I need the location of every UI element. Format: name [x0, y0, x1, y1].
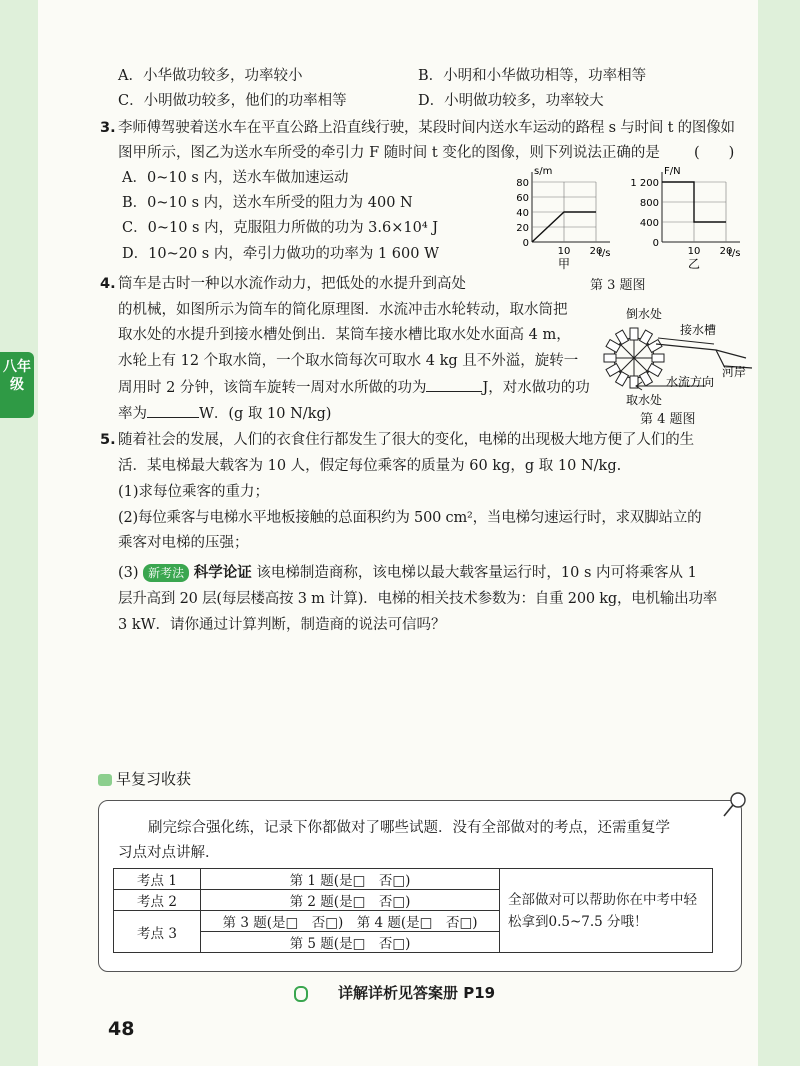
- waterwheel-diagram: [586, 306, 756, 410]
- q3-option-d: D．10~20 s 内，牵引力做功的功率为 1 600 W: [122, 246, 439, 262]
- q4-line5-end: J，对水做功的功: [482, 380, 590, 396]
- label-bank: 河岸: [722, 365, 747, 379]
- q4-line2: 的机械，如图所示为筒车的简化原理图．水流冲击水轮转动，取水筒把: [118, 302, 568, 318]
- x-tick-label: 20: [589, 246, 603, 257]
- review-side-note: [500, 869, 713, 953]
- q5-part3-heading: 科学论证: [193, 565, 252, 581]
- q3-figure-caption: 第 3 题图: [590, 278, 646, 293]
- y-tick-label: 400: [639, 218, 659, 229]
- q5-part2-line2: 乘客对电梯的压强；: [118, 535, 249, 551]
- review-intro-line2: 习点对点讲解．: [118, 845, 220, 861]
- leaf-icon: [294, 986, 308, 1002]
- q5-line1: 随着社会的发展，人们的衣食住行都发生了很大的变化，电梯的出现极大地方便了人们的生: [118, 432, 694, 448]
- q5-part2-line1: (2)每位乘客与电梯水平地板接触的总面积约为 500 cm²，当电梯匀速运行时，求双脚站立的: [118, 510, 702, 526]
- y-tick-label: 40: [516, 208, 529, 219]
- grade-side-tab: 八年级: [0, 352, 34, 418]
- q3-option-c: C．0~10 s 内，克服阻力所做的功为 3.6×10⁴ J: [122, 220, 439, 236]
- q3-stem-line1: 李师傅驾驶着送水车在平直公路上沿直线行驶，某段时间内送水车运动的路程 s 与时间 t 的图像如: [118, 120, 735, 136]
- q4-number: 4.: [100, 276, 116, 292]
- q3-stem-line2: 图甲所示，图乙为送水车所受的牵引力 F 随时间 t 变化的图像，则下列说法正确的是: [118, 145, 660, 161]
- label-flow: 水流方向: [666, 375, 715, 389]
- q5-part3-prefix: (3): [118, 565, 139, 581]
- y-tick-label: 80: [516, 178, 529, 189]
- x-axis-label: t/s: [728, 248, 741, 259]
- trough-top: [658, 338, 714, 344]
- q2-option-d: D．小明做功较多，功率较大: [418, 93, 604, 109]
- q4-blank-work[interactable]: [426, 377, 482, 392]
- q5-number: 5.: [100, 432, 116, 448]
- x-tick-label: 20: [719, 246, 733, 257]
- q4-blank-power[interactable]: [147, 403, 199, 418]
- q4-line6-end: W．(g 取 10 N/kg): [199, 406, 332, 422]
- kaodian-2-label: 考点 2: [114, 890, 201, 911]
- x-axis-label: t/s: [598, 248, 611, 259]
- q5-line2: 活．某电梯最大载客为 10 人，假定每位乘客的质量为 60 kg，g 取 10 N/kg.: [118, 458, 622, 474]
- y-tick-label: 0: [652, 238, 659, 249]
- q4-line3: 取水处的水提升到接水槽处倒出．某筒车接水槽比取水处水面高 4 m，: [118, 327, 571, 343]
- page-number: 48: [108, 1018, 135, 1040]
- label-trough: 接水槽: [680, 323, 717, 337]
- chart-title: 甲: [557, 257, 571, 270]
- q2-option-b: B．小明和小华做功相等，功率相等: [418, 68, 647, 84]
- kaodian-3-items2[interactable]: 第 5 题(是□ 否□): [201, 932, 500, 953]
- y-axis-label: s/m: [534, 166, 553, 177]
- y-tick-label: 1 200: [630, 178, 659, 189]
- table-row: [114, 869, 713, 890]
- q4-line6-start: 率为: [118, 406, 147, 422]
- q3-number: 3.: [100, 120, 116, 136]
- kaodian-1-items[interactable]: 第 1 题(是□ 否□): [201, 869, 500, 890]
- q3-option-a: A．0~10 s 内，送水车做加速运动: [122, 170, 349, 186]
- q5-part3-line2: 层升高到 20 层(每层楼高按 3 m 计算)．电梯的相关技术参数为：自重 200 kg，电机输出功率: [118, 591, 718, 607]
- q3-answer-paren: ( ): [694, 145, 735, 161]
- waterwheel: [604, 328, 664, 388]
- trough-line: [656, 344, 746, 358]
- q5-part3-line3: 3 kW．请你通过计算判断，制造商的说法可信吗？: [118, 617, 446, 633]
- chart-title: 乙: [687, 257, 701, 270]
- y-tick-label: 0: [522, 238, 529, 249]
- q2-option-a: A．小华做功较多，功率较小: [118, 68, 303, 84]
- q4-line5-start: 周用时 2 分钟，该筒车旋转一周对水所做的功为: [118, 380, 427, 396]
- side-note-line1: 全部做对可以帮助你在中考中轻: [508, 891, 697, 908]
- label-pour: 倒水处: [626, 307, 663, 321]
- review-header-text: 早复习收获: [116, 770, 192, 788]
- q3-option-b: B．0~10 s 内，送水车所受的阻力为 400 N: [122, 195, 413, 211]
- kaodian-1-label: 考点 1: [114, 869, 201, 890]
- side-note-line2: 松拿到0.5~7.5 分哦！: [508, 913, 648, 930]
- x-tick-label: 10: [687, 246, 701, 257]
- x-tick-label: 10: [557, 246, 571, 257]
- review-table: [113, 868, 713, 953]
- q4-line4: 水轮上有 12 个取水筒，一个取水筒每次可取水 4 kg 且不外溢，旋转一: [118, 353, 579, 369]
- y-axis-label: F/N: [664, 166, 681, 177]
- chart-yi: [610, 166, 750, 270]
- answer-reference: 详解详析见答案册 P19: [338, 984, 496, 1002]
- label-take: 取水处: [626, 393, 663, 407]
- header-marker-icon: [98, 774, 112, 786]
- kaodian-3-items[interactable]: 第 3 题(是□ 否□) 第 4 题(是□ 否□): [201, 911, 500, 932]
- y-tick-label: 60: [516, 193, 529, 204]
- review-header: [98, 768, 191, 789]
- kaodian-2-items[interactable]: 第 2 题(是□ 否□): [201, 890, 500, 911]
- q5-part1: (1)求每位乘客的重力；: [118, 484, 270, 500]
- q4-figure-caption: 第 4 题图: [640, 412, 696, 427]
- q2-option-c: C．小明做功较多，他们的功率相等: [118, 93, 347, 109]
- q5-part3-line1: 该电梯制造商称，该电梯以最大载客量运行时，10 s 内可将乘客从 1: [256, 565, 697, 581]
- new-method-tag: 新考法: [143, 564, 189, 582]
- q4-line1: 筒车是古时一种以水流作动力，把低处的水提升到高处: [118, 276, 466, 292]
- y-tick-label: 800: [639, 198, 659, 209]
- kaodian-3-label: 考点 3: [114, 911, 201, 953]
- pushpin-icon: [718, 788, 752, 822]
- review-intro-line1: 刷完综合强化练，记录下你都做对了哪些试题．没有全部做对的考点，还需重复学: [148, 820, 670, 836]
- y-tick-label: 20: [516, 223, 529, 234]
